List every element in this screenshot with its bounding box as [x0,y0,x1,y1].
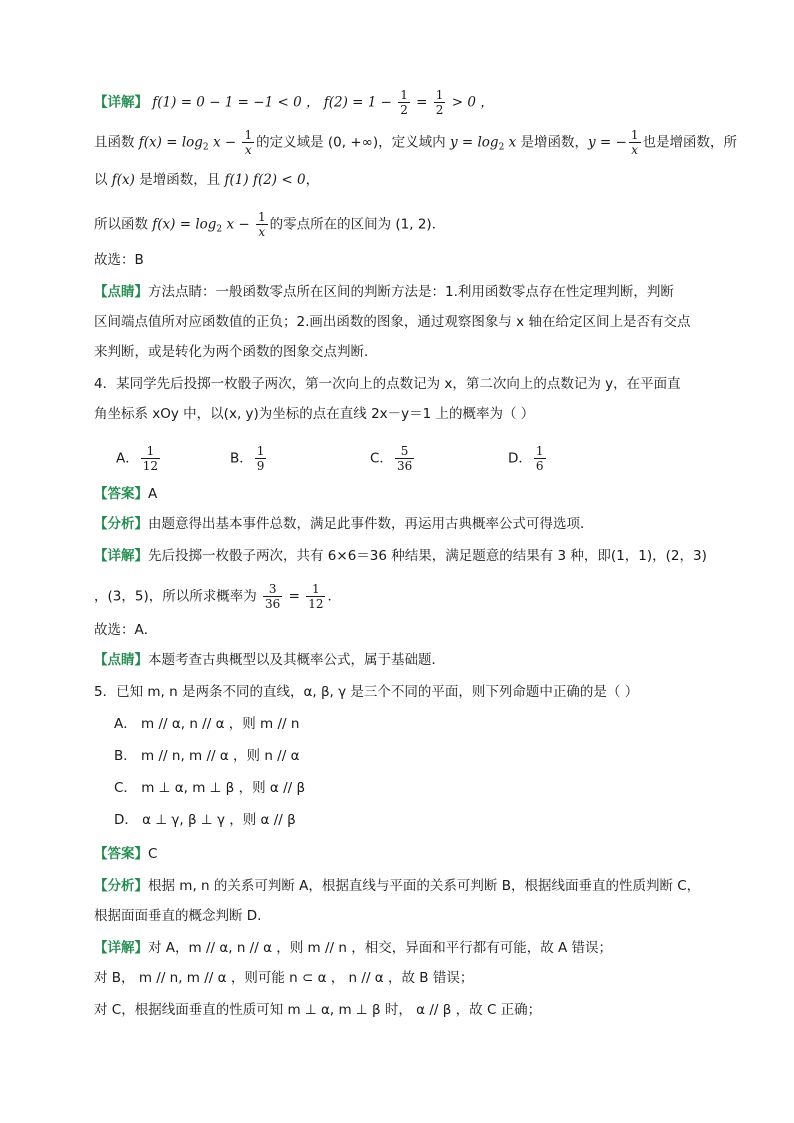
remark-line-3: 来判断，或是转化为两个函数的图象交点判断． [94,344,378,360]
math-expression: f(1) = 0 − 1 = −1 < 0 ， f(2) = 1 − [152,94,397,111]
q4-detail-1 [94,546,707,566]
text: ， [305,172,320,188]
fraction: $\frac{1}{2}$ [400,88,408,117]
q4-stem-1: 4．某同学先后投掷一枚骰子两次，第一次向上的点数记为 x，第二次向上的点数记为 y，在平面直 [94,376,681,392]
remark-label: 【点睛】 [94,284,148,300]
text: ，(3，5)，所以所求概率为 [94,588,262,605]
text: 以 [94,172,112,188]
analysis-label: 【分析】 [94,878,148,894]
fraction: $\frac{1}{2}$ [435,88,444,117]
fraction: $\frac{1}{x}$ [244,128,253,157]
answer-value: C [148,846,158,862]
math-expression: f(x) = log [152,216,217,233]
text: 先后投掷一枚骰子两次，共有 6×6＝36 种结果，满足题意的结果有 3 种，即(1，1)，(2，3) [148,548,707,564]
detail-line-3 [94,170,319,190]
text: 且函数 [94,134,139,151]
text: 所以函数 [94,216,153,233]
detail-line-4 [94,210,445,240]
q5-option-a: A． m // α, n // α ，则 m // n [114,716,300,732]
q5-option-b: B． m // n, m // α ，则 n // α [114,748,300,764]
fraction: $\frac{1}{x}$ [630,128,639,157]
q4-option-c: C． $\frac{5}{36}$ [370,444,413,473]
math-expression: y = log [449,134,499,151]
text: 的定义域是 (0, +∞)，定义域内 [256,134,450,151]
q5-detail-1 [94,938,612,958]
text: 由题意得出基本事件总数，满足此事件数，再运用古典概率公式可得选项． [148,516,594,532]
text: 是增函数， [516,134,589,151]
q5-answer [94,844,157,864]
math-expression: x − [208,134,241,151]
answer-label: 【答案】 [94,486,148,502]
text: 也是增函数，所 [642,134,737,151]
math-expression: f(x) [111,172,135,188]
text: 本题考查古典概型以及其概率公式，属于基础题． [148,652,445,668]
q5-detail-3: 对 C，根据线面垂直的性质可知 m ⊥ α, m ⊥ β 时， α // β ，故 C 正确； [94,1002,542,1018]
math-equals: = [411,94,432,111]
math-expression: > 0 ， [447,94,494,111]
q4-option-d: D． $\frac{1}{6}$ [508,444,544,473]
answer-label: 【答案】 [94,846,148,862]
text: 是增函数，且 [134,172,225,188]
fraction: $\frac{1}{x}$ [257,210,266,239]
detail-label: 【详解】 [94,940,148,956]
fraction: $\frac{3}{36}$ [265,582,281,611]
q4-option-a: A． $\frac{1}{12}$ [116,444,159,473]
math-expression: f(1) f(2) < 0 [224,172,306,188]
q4-remark [94,650,445,670]
detail-label: 【详解】 [94,94,148,111]
q4-analysis [94,514,594,534]
math-equals: = [284,588,305,605]
fraction: $\frac{1}{12}$ [308,582,324,611]
text: 方法点睛：一般函数零点所在区间的判断方法是：1.利用函数零点存在性定理判断，判断 [148,284,674,300]
q5-option-c: C． m ⊥ α, m ⊥ β ，则 α // β [114,780,306,796]
math-expression: y = − [588,134,627,151]
q4-stem-2: 角坐标系 xOy 中，以(x, y)为坐标的点在直线 2x－y＝1 上的概率为（ ） [94,406,535,422]
detail-line-1 [94,88,494,117]
answer-value: A [148,486,158,502]
q5-option-d: D． α ⊥ γ, β ⊥ γ ，则 α // β [114,812,296,828]
q5-detail-2: 对 B， m // n, m // α ，则可能 n ⊂ α ， n // α ，故 B 错误； [94,970,474,986]
math-expression: f(x) = log [138,134,203,151]
q4-choose: 故选：A． [94,622,158,638]
text: 对 A，m // α, n // α ，则 m // n ，相交，异面和平行都有可能，故 A 错误； [148,940,613,956]
q4-answer [94,484,157,504]
detail-line-2 [94,128,737,158]
q4-option-b: B． $\frac{1}{9}$ [230,444,265,473]
q4-detail-2 [94,582,341,611]
q5-analysis-1 [94,876,700,896]
q5-stem: 5．已知 m, n 是两条不同的直线，α, β, γ 是三个不同的平面，则下列命题中正确的是（ ） [94,684,639,700]
math-subscript: 2 [202,142,209,153]
remark-line-1 [94,282,674,302]
choose-line: 故选：B [94,252,144,268]
analysis-label: 【分析】 [94,516,148,532]
q5-analysis-2: 根据面面垂直的概念判断 D. [94,908,262,924]
remark-label: 【点睛】 [94,652,148,668]
math-subscript: 2 [216,224,223,235]
remark-line-2: 区间端点值所对应函数值的正负；2.画出函数的图象，通过观察图象与 x 轴在给定区间上是否有交点 [94,314,691,330]
text: ． [327,588,341,605]
math-expression: x [504,134,517,151]
math-expression: x − [222,216,254,233]
detail-label: 【详解】 [94,548,148,564]
text: 的零点所在的区间为 (1, 2)． [269,216,446,233]
text: 根据 m, n 的关系可判断 A，根据直线与平面的关系可判断 B，根据线面垂直的性质判断 C， [148,878,701,894]
math-subscript: 2 [498,142,505,153]
